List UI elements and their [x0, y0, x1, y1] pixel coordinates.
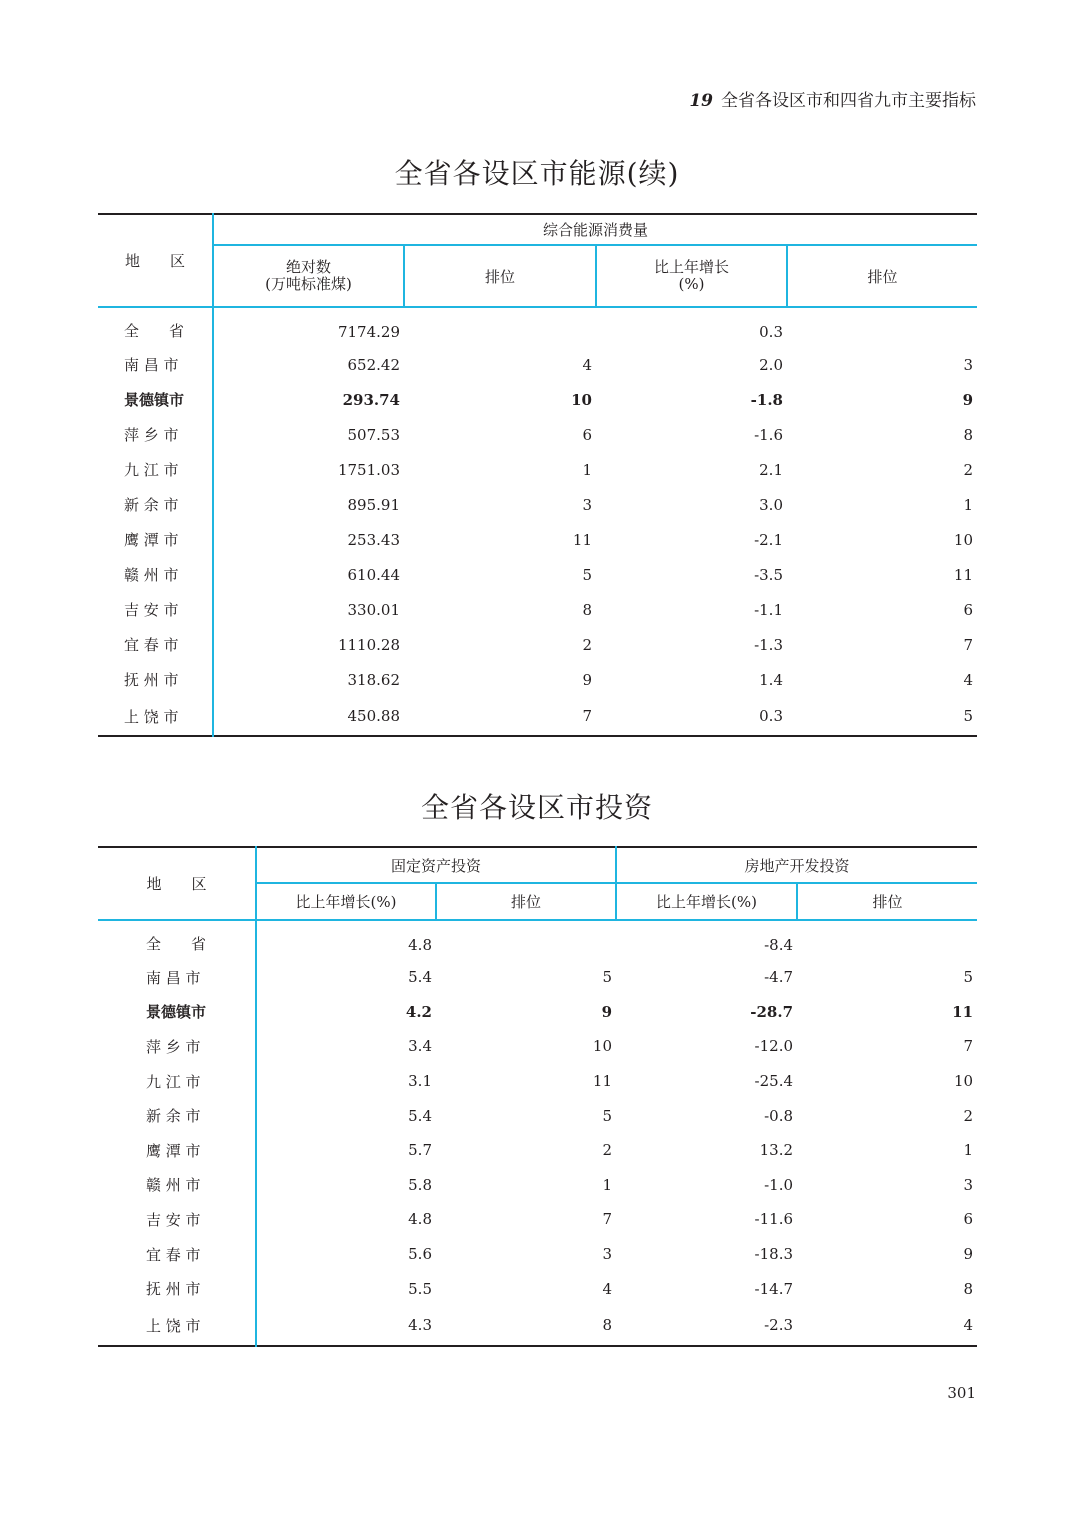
cell-abs: 1751.03	[337, 460, 400, 479]
cell-rank2: 5	[963, 707, 974, 725]
chapter-number: 19	[689, 91, 713, 111]
cell-g2: -1.0	[764, 1175, 794, 1194]
energy-group-header: 综合能源消费量	[213, 214, 977, 245]
cell-rank1	[404, 307, 596, 347]
col-rank1-header: 排位	[436, 883, 616, 920]
table-row	[98, 1306, 977, 1346]
cell-r2: 11	[952, 1002, 974, 1021]
cell-rank1: 10	[571, 390, 592, 409]
col-growth-header: 比上年增长 (%)	[596, 245, 787, 307]
region-name: 宜 春 市	[98, 1237, 256, 1272]
cell-g1: 3.4	[408, 1037, 432, 1056]
cell-g2: -11.6	[754, 1210, 794, 1229]
table-row	[98, 1202, 977, 1237]
col-growth2-header: 比上年增长(%)	[616, 883, 797, 920]
cell-g1: 5.8	[408, 1175, 432, 1194]
cell-growth: -1.6	[754, 425, 783, 444]
cell-g1: 4.8	[408, 1210, 432, 1229]
region-name: 萍 乡 市	[98, 1029, 256, 1064]
cell-r2: 1	[963, 1141, 974, 1160]
region-name: 全 省	[98, 307, 213, 347]
region-name: 九 江 市	[98, 1064, 256, 1099]
region-name: 吉 安 市	[98, 592, 213, 627]
region-name: 新 余 市	[98, 1098, 256, 1133]
region-name: 赣 州 市	[98, 1168, 256, 1203]
cell-g2: -8.4	[764, 936, 794, 954]
cell-g1: 5.7	[408, 1141, 432, 1160]
cell-g1: 4.2	[405, 1002, 432, 1021]
cell-rank2: 11	[953, 565, 974, 584]
cell-growth: 2.1	[759, 460, 783, 479]
cell-r2: 7	[963, 1037, 974, 1056]
col-rank2-header: 排位	[787, 245, 977, 307]
cell-abs: 253.43	[347, 530, 400, 549]
cell-rank1: 3	[582, 495, 592, 514]
region-name: 鹰 潭 市	[98, 522, 213, 557]
cell-r1: 11	[592, 1072, 613, 1091]
cell-rank1: 6	[582, 425, 592, 444]
cell-g2: 13.2	[759, 1141, 794, 1160]
cell-r2: 3	[963, 1175, 974, 1194]
cell-g1: 4.8	[408, 936, 432, 954]
table-row	[98, 627, 977, 662]
cell-rank1: 2	[582, 635, 592, 654]
table-row	[98, 1029, 977, 1064]
cell-growth: 1.4	[759, 670, 783, 689]
col-absolute-header: 绝对数 (万吨标准煤)	[213, 245, 404, 307]
cell-rank1: 1	[582, 460, 592, 479]
table-row	[98, 995, 977, 1030]
cell-r2: 8	[963, 1279, 974, 1298]
region-name: 宜 春 市	[98, 627, 213, 662]
cell-g2: -28.7	[750, 1002, 794, 1021]
cell-abs: 507.53	[347, 425, 400, 444]
region-name: 鹰 潭 市	[98, 1133, 256, 1168]
cell-abs: 293.74	[342, 390, 400, 409]
cell-r2: 4	[963, 1316, 974, 1335]
table-row	[98, 662, 977, 697]
cell-abs: 652.42	[347, 355, 400, 374]
cell-r2: 5	[963, 968, 974, 987]
cell-r1: 10	[592, 1037, 613, 1056]
table-row	[98, 1098, 977, 1133]
region-name: 抚 州 市	[98, 662, 213, 697]
page-number: 301	[947, 1384, 976, 1402]
table-row	[98, 347, 977, 382]
cell-abs: 330.01	[347, 600, 400, 619]
cell-rank2: 1	[963, 495, 974, 514]
region-name: 吉 安 市	[98, 1202, 256, 1237]
cell-rank2: 8	[963, 425, 974, 444]
region-name: 九 江 市	[98, 452, 213, 487]
cell-r1: 3	[602, 1245, 613, 1264]
cell-rank1: 8	[582, 600, 592, 619]
table-row	[98, 452, 977, 487]
cell-g2: -4.7	[764, 968, 794, 987]
region-header: 地 区	[98, 847, 256, 920]
table-row	[98, 1271, 977, 1306]
cell-rank1: 7	[582, 707, 592, 725]
cell-g1: 5.5	[408, 1279, 432, 1298]
region-name: 上 饶 市	[98, 1306, 256, 1346]
table-row	[98, 697, 977, 736]
cell-abs: 318.62	[347, 670, 400, 689]
cell-growth: 3.0	[759, 495, 783, 514]
cell-abs: 450.88	[347, 707, 400, 725]
region-name: 景德镇市	[98, 382, 213, 417]
cell-rank1: 9	[582, 670, 592, 689]
cell-r1: 9	[601, 1002, 613, 1021]
cell-rank1: 11	[572, 530, 592, 549]
table-row	[98, 920, 977, 960]
col-growth1-header: 比上年增长(%)	[256, 883, 436, 920]
cell-r2: 2	[963, 1106, 974, 1125]
cell-abs: 1110.28	[337, 635, 400, 654]
investment-table	[98, 846, 977, 1347]
cell-g1: 4.3	[408, 1316, 432, 1335]
cell-rank2: 4	[963, 670, 974, 689]
region-name: 全 省	[98, 920, 256, 960]
cell-r1: 1	[602, 1175, 613, 1194]
table-row	[98, 1133, 977, 1168]
cell-rank2: 2	[963, 460, 974, 479]
cell-abs: 610.44	[347, 565, 400, 584]
region-name: 抚 州 市	[98, 1271, 256, 1306]
table-row	[98, 557, 977, 592]
cell-growth: 2.0	[759, 355, 783, 374]
cell-r1: 5	[602, 968, 613, 987]
cell-growth: 0.3	[759, 707, 783, 725]
col-rank2-header: 排位	[797, 883, 977, 920]
cell-growth: 0.3	[759, 323, 783, 341]
cell-g1: 5.4	[408, 1106, 432, 1125]
energy-table-title: 全省各设区市能源(续)	[394, 157, 680, 190]
cell-rank2: 10	[953, 530, 974, 549]
cell-r1: 8	[602, 1316, 613, 1335]
cell-rank2: 7	[963, 635, 974, 654]
real-estate-group-header: 房地产开发投资	[616, 847, 977, 883]
cell-r2: 6	[963, 1210, 974, 1229]
cell-growth: -3.5	[754, 565, 783, 584]
cell-g1: 5.4	[408, 968, 432, 987]
table-row	[98, 1168, 977, 1203]
cell-abs: 895.91	[347, 495, 400, 514]
cell-g2: -14.7	[754, 1279, 794, 1298]
cell-growth: -1.8	[750, 390, 783, 409]
fixed-asset-group-header: 固定资产投资	[256, 847, 616, 883]
cell-g1: 3.1	[408, 1072, 432, 1091]
cell-g1: 5.6	[408, 1245, 432, 1264]
cell-rank2	[787, 307, 977, 347]
table-row	[98, 1237, 977, 1272]
table-row	[98, 417, 977, 452]
table-row	[98, 382, 977, 417]
cell-r1: 2	[602, 1141, 613, 1160]
cell-r2: 9	[963, 1245, 974, 1264]
region-header: 地 区	[98, 214, 213, 307]
table-row	[98, 307, 977, 347]
cell-r2: 10	[953, 1072, 974, 1091]
region-name: 景德镇市	[98, 995, 256, 1030]
cell-g2: -12.0	[754, 1037, 794, 1056]
cell-g2: -25.4	[754, 1072, 794, 1091]
table-row	[98, 1064, 977, 1099]
cell-g2: -18.3	[754, 1245, 794, 1264]
table-row	[98, 960, 977, 995]
cell-growth: -1.3	[754, 635, 783, 654]
running-header	[689, 86, 976, 111]
region-name: 萍 乡 市	[98, 417, 213, 452]
investment-table-title: 全省各设区市投资	[420, 791, 653, 824]
cell-r1: 4	[602, 1279, 613, 1298]
cell-r1	[436, 920, 616, 960]
cell-growth: -2.1	[754, 530, 783, 549]
cell-abs: 7174.29	[337, 323, 400, 341]
cell-rank1: 4	[582, 355, 592, 374]
region-name: 新 余 市	[98, 487, 213, 522]
region-name: 南 昌 市	[98, 347, 213, 382]
region-name: 赣 州 市	[98, 557, 213, 592]
region-name: 南 昌 市	[98, 960, 256, 995]
cell-g2: -2.3	[764, 1316, 794, 1335]
cell-rank2: 6	[963, 600, 974, 619]
cell-rank2: 9	[962, 390, 974, 409]
col-rank1-header: 排位	[404, 245, 596, 307]
table-row	[98, 592, 977, 627]
cell-r1: 5	[602, 1106, 613, 1125]
chapter-title: 全省各设区市和四省九市主要指标	[721, 91, 976, 111]
region-name: 上 饶 市	[98, 697, 213, 736]
cell-r2	[797, 920, 977, 960]
energy-table	[98, 213, 977, 737]
cell-g2: -0.8	[764, 1106, 794, 1125]
cell-growth: -1.1	[754, 600, 783, 619]
cell-r1: 7	[602, 1210, 613, 1229]
table-row	[98, 487, 977, 522]
cell-rank2: 3	[963, 355, 974, 374]
cell-rank1: 5	[582, 565, 592, 584]
table-row	[98, 522, 977, 557]
